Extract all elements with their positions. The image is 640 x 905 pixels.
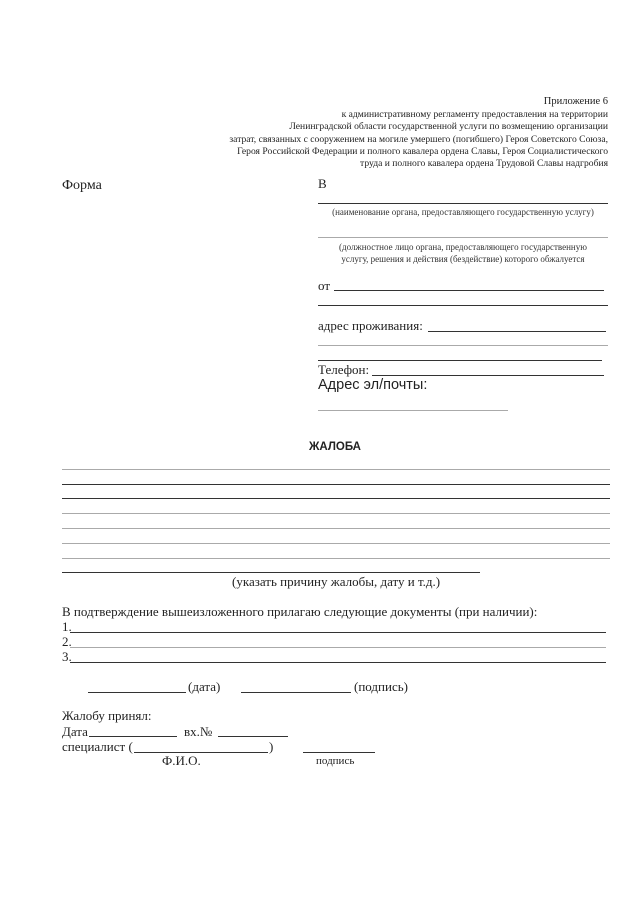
- official-caption-line2: услугу, решения и действия (бездействие) которого обжалуется: [341, 254, 585, 264]
- address-line-2[interactable]: [318, 345, 608, 346]
- addressee-prefix: В: [318, 176, 327, 191]
- attachments-intro: В подтверждение вышеизложенного прилагаю следующие документы (при наличии):: [62, 604, 538, 619]
- complaint-title: ЖАЛОБА: [309, 441, 361, 453]
- from-line[interactable]: [334, 290, 604, 291]
- attachment-line[interactable]: [70, 632, 606, 633]
- header-line: к административному регламенту предоставления на территории: [341, 109, 608, 121]
- incoming-number-line[interactable]: [218, 736, 288, 737]
- attachment-line[interactable]: [70, 662, 606, 663]
- from-label: от: [318, 278, 331, 293]
- specialist-signature-line[interactable]: [303, 752, 375, 753]
- date-line[interactable]: [88, 692, 186, 693]
- form-label: Форма: [62, 178, 102, 193]
- appendix-header: [188, 96, 608, 170]
- specialist-label: специалист (: [62, 739, 133, 754]
- complaint-line[interactable]: [62, 543, 610, 544]
- header-line: Ленинградской области государственной услуги по возмещению организации: [289, 121, 608, 133]
- signature-line[interactable]: [241, 692, 351, 693]
- appendix-number: Приложение 6: [543, 96, 608, 107]
- official-caption-line1: (должностное лицо органа, предоставляющего государственную: [339, 242, 587, 252]
- email-line[interactable]: [318, 410, 508, 411]
- attachment-line[interactable]: [70, 647, 606, 648]
- attachment-number: 3.: [62, 649, 72, 664]
- official-caption: [318, 241, 608, 265]
- organ-line[interactable]: [318, 203, 608, 204]
- accepted-title: Жалобу принял:: [62, 708, 152, 723]
- complaint-line[interactable]: [62, 484, 610, 485]
- complaint-line[interactable]: [62, 469, 610, 470]
- date-caption: (дата): [188, 679, 221, 694]
- phone-line[interactable]: [372, 375, 604, 376]
- specialist-close-paren: ): [269, 739, 274, 754]
- complaint-line[interactable]: [62, 513, 610, 514]
- header-line: затрат, связанных с сооружением на могиле умершего (погибшего) Героя Советского Союза,: [229, 133, 608, 145]
- incoming-number-label: вх.№: [184, 724, 213, 739]
- complaint-line[interactable]: [62, 572, 480, 573]
- phone-label: Телефон:: [318, 362, 370, 377]
- official-line[interactable]: [318, 237, 608, 238]
- signature-caption: (подпись): [354, 679, 408, 694]
- organ-caption: (наименование органа, предоставляющего государственную услугу): [332, 207, 594, 217]
- complaint-line[interactable]: [62, 528, 610, 529]
- address-label: адрес проживания:: [318, 318, 423, 333]
- fio-caption: Ф.И.О.: [162, 753, 201, 768]
- complaint-line[interactable]: [62, 498, 610, 499]
- complaint-line[interactable]: [62, 558, 610, 559]
- reason-caption: (указать причину жалобы, дату и т.д.): [232, 574, 441, 589]
- accepted-date-line[interactable]: [89, 736, 177, 737]
- sign-caption: подпись: [316, 755, 355, 767]
- specialist-name-line[interactable]: [134, 752, 268, 753]
- email-label: Адрес эл/почты:: [318, 377, 428, 393]
- accepted-date-label: Дата: [62, 724, 88, 739]
- attachment-number: 1.: [62, 619, 72, 634]
- from-line-2[interactable]: [318, 305, 608, 306]
- address-line-3[interactable]: [318, 360, 602, 361]
- header-line: Героя Российской Федерации и полного кавалера ордена Славы, Героя Социалистического: [237, 145, 608, 157]
- address-line[interactable]: [428, 331, 606, 332]
- attachment-number: 2.: [62, 634, 72, 649]
- header-line: труда и полного кавалера ордена Трудовой Славы надгробия: [360, 158, 608, 170]
